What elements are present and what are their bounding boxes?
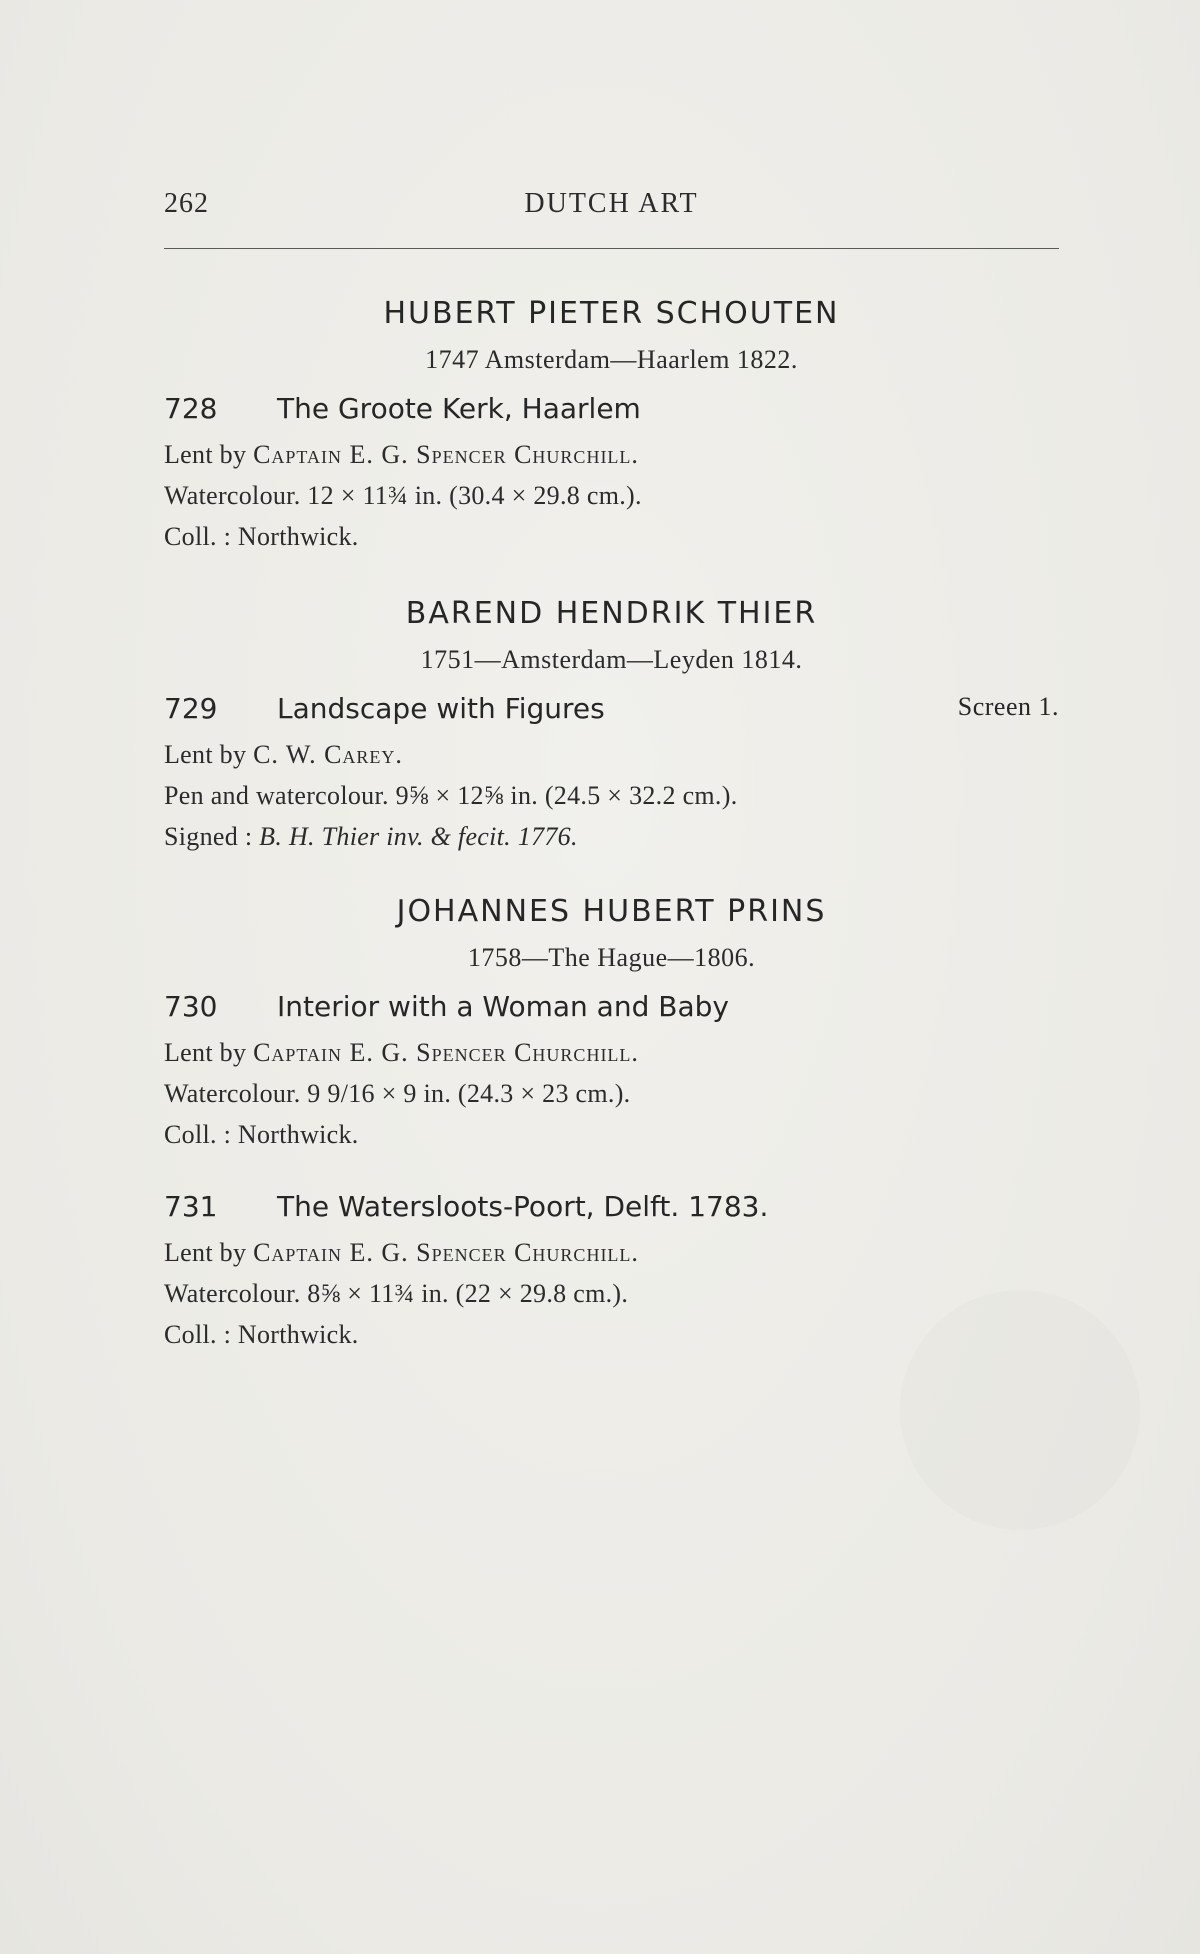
entry-title: Landscape with Figures (277, 692, 605, 725)
page-number: 262 (164, 188, 209, 219)
lender-name: Captain E. G. Spencer Churchill. (253, 440, 639, 469)
lender-line (164, 740, 1059, 770)
medium-line: Watercolour. 12 × 11¾ in. (30.4 × 29.8 cm.). (164, 481, 642, 510)
artist-heading: HUBERT PIETER SCHOUTEN (383, 296, 840, 331)
screen-location: Screen 1. (957, 692, 1059, 721)
artist-heading: BAREND HENDRIK THIER (405, 596, 818, 631)
signature-text: B. H. Thier inv. & fecit. 1776. (259, 822, 578, 851)
entry-number: 730 (164, 990, 218, 1023)
signature-line (164, 822, 1059, 852)
entry-title: Interior with a Woman and Baby (277, 990, 729, 1023)
lender-line (164, 1038, 1059, 1068)
collection-line: Coll. : Northwick. (164, 1320, 359, 1349)
artist-heading: JOHANNES HUBERT PRINS (396, 894, 827, 929)
entry-title: The Groote Kerk, Haarlem (277, 392, 641, 425)
lent-by-label: Lent by (164, 1038, 247, 1067)
artist-dates: 1751—Amsterdam—Leyden 1814. (420, 645, 803, 674)
lent-by-label: Lent by (164, 740, 247, 769)
artist-dates: 1758—The Hague—1806. (467, 943, 756, 972)
medium-line: Watercolour. 8⅝ × 11¾ in. (22 × 29.8 cm.). (164, 1279, 629, 1308)
signed-label: Signed : (164, 822, 253, 851)
running-title: DUTCH ART (524, 188, 699, 219)
lender-line (164, 440, 1059, 470)
entry-number: 731 (164, 1190, 218, 1223)
entry-title: The Watersloots-Poort, Delft. 1783. (277, 1190, 769, 1223)
artist-dates: 1747 Amsterdam—Haarlem 1822. (425, 345, 798, 374)
collection-line: Coll. : Northwick. (164, 1120, 359, 1149)
lender-name: Captain E. G. Spencer Churchill. (253, 1038, 639, 1067)
entry-number: 729 (164, 692, 218, 725)
entry-number: 728 (164, 392, 218, 425)
lent-by-label: Lent by (164, 440, 247, 469)
page-header (164, 188, 1059, 228)
lent-by-label: Lent by (164, 1238, 247, 1267)
collection-line: Coll. : Northwick. (164, 522, 359, 551)
medium-line: Pen and watercolour. 9⅝ × 12⅝ in. (24.5 × 32.2 cm.). (164, 781, 738, 810)
header-rule (164, 248, 1059, 249)
medium-line: Watercolour. 9 9/16 × 9 in. (24.3 × 23 cm.). (164, 1079, 631, 1108)
lender-name: C. W. Carey. (253, 740, 403, 769)
lender-line (164, 1238, 1059, 1268)
lender-name: Captain E. G. Spencer Churchill. (253, 1238, 639, 1267)
